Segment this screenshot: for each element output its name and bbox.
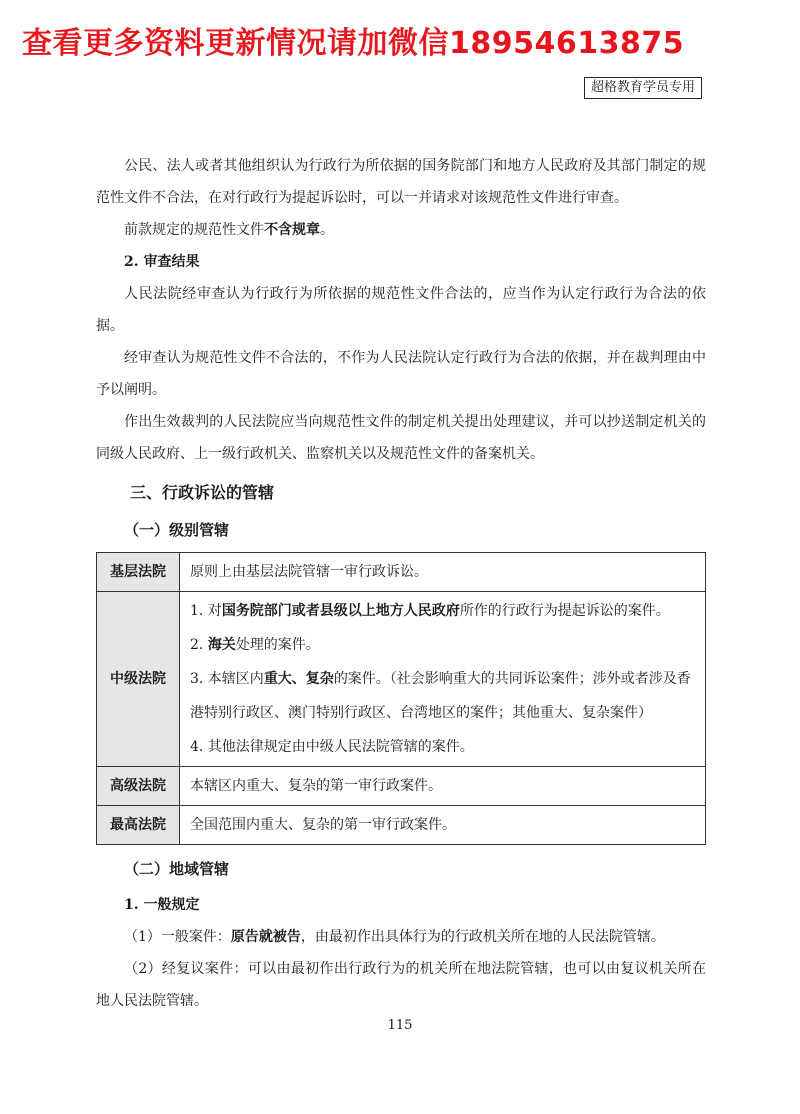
heading-level-jurisdiction: （一）级别管辖 xyxy=(124,521,230,539)
court-supreme-label: 最高法院 xyxy=(97,806,180,845)
student-only-tag: 超格教育学员专用 xyxy=(584,77,702,99)
text-run: 的案件。（社会影响重大的共同诉讼案件；涉外或者涉及香港特别行政区、澳门特别行政区、台湾地区的案件；其他重大、复杂案件） xyxy=(190,671,691,721)
text-run: ，由最初作出具体行为的行政机关所在地的人民法院管辖。 xyxy=(300,929,665,945)
court-basic-desc: 原则上由基层法院管辖一审行政诉讼。 xyxy=(180,553,706,592)
paragraph-suggestion: 作出生效裁判的人民法院应当向规范性文件的制定机关提出处理建议，并可以抄送制定机关的同级人民政府、上一级行政机关、监察机关以及规范性文件的备案机关。 xyxy=(96,414,706,462)
text-run: 1. 对 xyxy=(190,603,222,619)
court-supreme-desc: 全国范围内重大、复杂的第一审行政案件。 xyxy=(180,806,706,845)
court-intermediate-desc xyxy=(180,592,706,767)
section-review-result-title: 2. 审查结果 xyxy=(124,254,200,270)
list-item: 4. 其他法律规定由中级人民法院管辖的案件。 xyxy=(190,739,474,755)
text-run: 2. xyxy=(190,637,208,653)
page-number: 115 xyxy=(387,1018,413,1033)
court-intermediate-label: 中级法院 xyxy=(97,592,180,767)
emphasis-text: 重大、复杂 xyxy=(263,671,334,687)
emphasis-text: 原告就被告 xyxy=(230,929,301,945)
list-item xyxy=(190,594,695,628)
text-run: 处理的案件。 xyxy=(235,637,320,653)
court-basic-label: 基层法院 xyxy=(97,553,180,592)
text-run: （1）一般案件： xyxy=(124,929,231,945)
page-content xyxy=(96,150,706,1017)
text-run: 所作的行政行为提起诉讼的案件。 xyxy=(459,603,670,619)
subheading-general-rule: 1. 一般规定 xyxy=(124,897,200,913)
paragraph-general-case xyxy=(96,921,706,953)
court-level-table xyxy=(96,552,706,845)
court-high-label: 高级法院 xyxy=(97,767,180,806)
watermark-banner: 查看更多资料更新情况请加微信18954613875 xyxy=(22,26,685,61)
paragraph-legal-basis: 人民法院经审查认为行政行为所依据的规范性文件合法的，应当作为认定行政行为合法的依据。 xyxy=(96,286,706,334)
text-run: 。 xyxy=(320,222,334,238)
emphasis-text: 不含规章 xyxy=(264,222,320,238)
court-high-desc: 本辖区内重大、复杂的第一审行政案件。 xyxy=(180,767,706,806)
paragraph-reconsideration-case: （2）经复议案件：可以由最初作出行政行为的机关所在地法院管辖，也可以由复议机关所在地人民法院管辖。 xyxy=(96,961,706,1009)
text-run: 前款规定的规范性文件 xyxy=(124,222,264,238)
emphasis-text: 国务院部门或者县级以上地方人民政府 xyxy=(221,603,460,619)
list-item xyxy=(190,662,695,730)
heading-jurisdiction: 三、行政诉讼的管辖 xyxy=(130,483,275,502)
emphasis-text: 海关 xyxy=(207,637,236,653)
paragraph-illegal-basis: 经审查认为规范性文件不合法的，不作为人民法院认定行政行为合法的依据，并在裁判理由中予以阐明。 xyxy=(96,350,706,398)
heading-territorial-jurisdiction: （二）地域管辖 xyxy=(124,860,230,878)
table-row xyxy=(97,553,706,592)
table-row xyxy=(97,806,706,845)
text-run: 3. 本辖区内 xyxy=(190,671,264,687)
list-item xyxy=(190,628,695,662)
paragraph-excludes-rules xyxy=(96,214,706,246)
paragraph-normative-review: 公民、法人或者其他组织认为行政行为所依据的国务院部门和地方人民政府及其部门制定的规范性文件不合法，在对行政行为提起诉讼时，可以一并请求对该规范性文件进行审查。 xyxy=(96,158,706,206)
table-row xyxy=(97,767,706,806)
table-row xyxy=(97,592,706,767)
